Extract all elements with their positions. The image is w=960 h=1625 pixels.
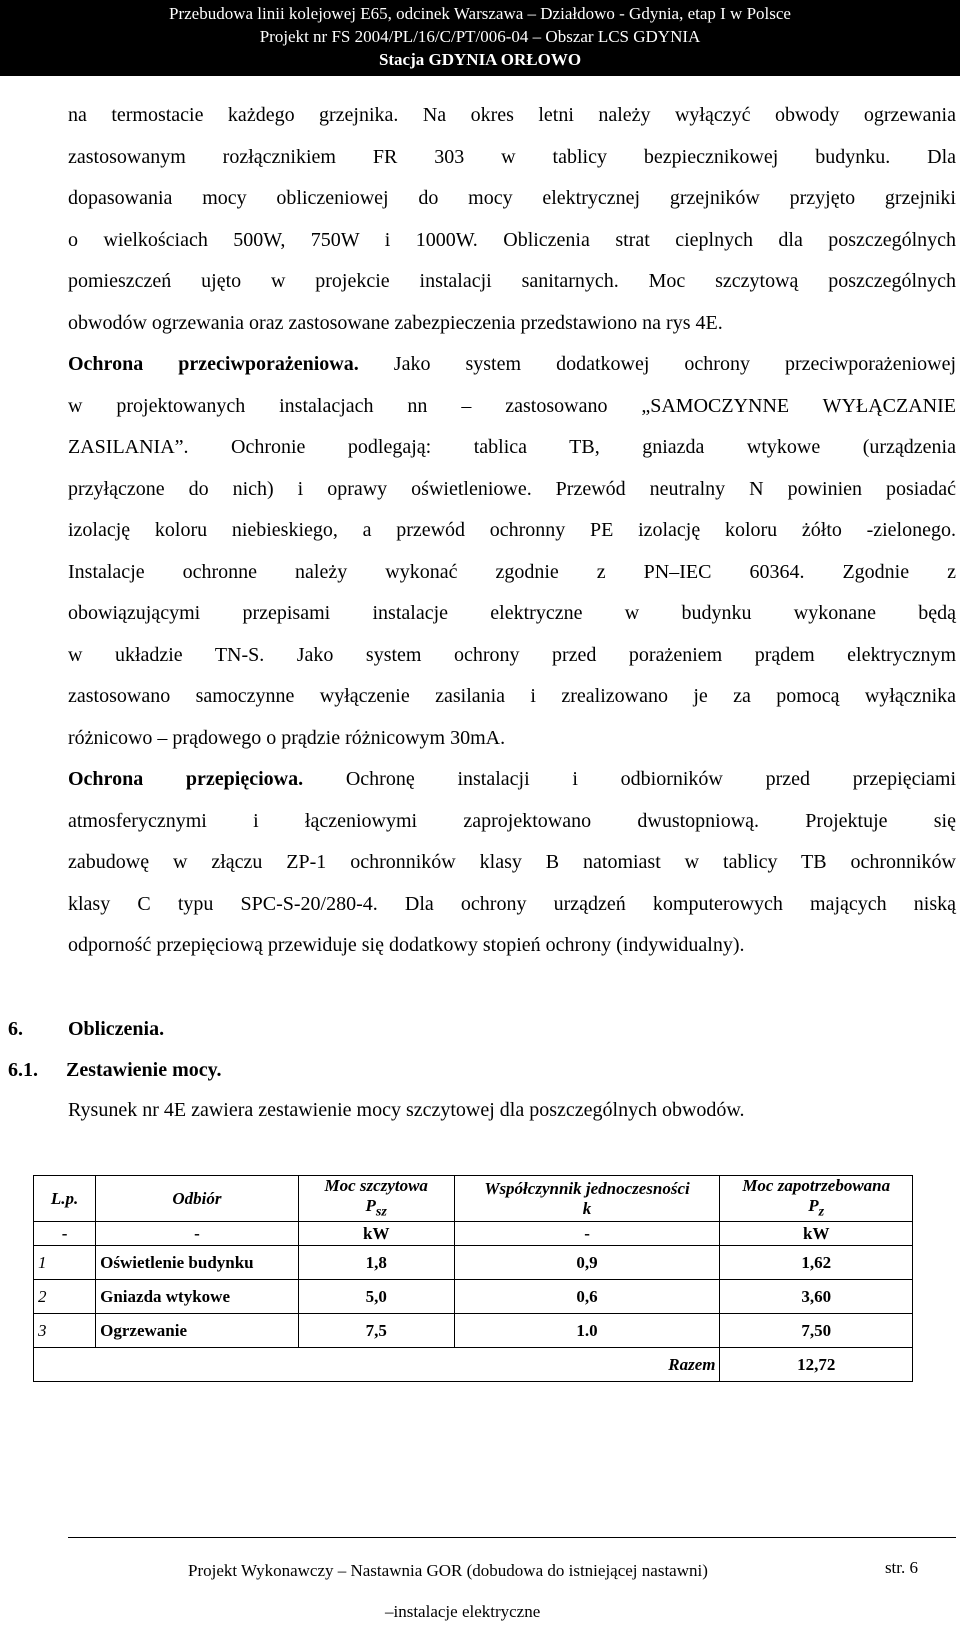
paragraph-line: odporność przepięciową przewiduje się dodatkowy stopień ochrony (indywidualny). [68, 934, 745, 956]
table-row [34, 1314, 913, 1348]
header-contract-line: Projekt nr FS 2004/PL/16/C/PT/006-04 – Obszar LCS GDYNIA [259, 27, 701, 46]
paragraph-line: obwodów ogrzewania oraz zastosowane zabezpieczenia przedstawiono na rys 4E. [68, 312, 723, 334]
paragraph-line: klasy C typu SPC-S-20/280-4. Dla ochrony urządzeń komputerowych mających niską [68, 893, 956, 915]
power-summary-table [33, 1175, 913, 1382]
section-label-bold: Ochrona przepięciowa. [68, 768, 304, 790]
row-k: 0,6 [454, 1280, 720, 1314]
header-project-line: Przebudowa linii kolejowej E65, odcinek Warszawa – Działdowo - Gdynia, etap I w Polsce [169, 4, 791, 23]
paragraph-line: ZASILANIA”. Ochronie podlegają: tablica TB, gniazda wtykowe (urządzenia [68, 436, 956, 458]
paragraph-line: Instalacje ochronne należy wykonać zgodnie z PN–IEC 60364. Zgodnie z [68, 561, 956, 583]
row-moc: 1,8 [298, 1246, 454, 1280]
paragraph-line: izolację koloru niebieskiego, a przewód ochronny PE izolację koloru żółto -zielonego. [68, 519, 956, 541]
table-intro: Rysunek nr 4E zawiera zestawienie mocy szczytowej dla poszczególnych obwodów. [68, 1099, 745, 1121]
footer-project-name: Projekt Wykonawczy – Nastawnia GOR (dobudowa do istniejącej nastawni) [188, 1561, 708, 1580]
table-row [34, 1280, 913, 1314]
total-value: 12,72 [720, 1348, 913, 1382]
paragraph-line: w projektowanych instalacjach nn – zastosowano „SAMOCZYNNE WYŁĄCZANIE [68, 395, 956, 417]
unit-cell: - [34, 1222, 96, 1246]
unit-cell: - [96, 1222, 299, 1246]
header-moc-szczytowa: Moc szczytowa $P_{sz}$ [298, 1176, 454, 1222]
header-lp: L.p. [34, 1176, 96, 1222]
footer-discipline: –instalacje elektryczne [385, 1602, 541, 1621]
paragraph-line: przyłączone do nich) i oprawy oświetleniowe. Przewód neutralny N powinien posiadać [68, 478, 956, 500]
footer-page-number: str. 6 [884, 1558, 918, 1577]
unit-cell: kW [298, 1222, 454, 1246]
paragraph-line: obowiązującymi przepisami instalacje elektryczne w budynku wykonane będą [68, 602, 956, 624]
unit-cell: kW [720, 1222, 913, 1246]
paragraph-line: zabudowę w złączu ZP-1 ochronników klasy B natomiast w tablicy TB ochronników [68, 851, 956, 873]
table-row [34, 1246, 913, 1280]
total-label: Razem [454, 1348, 720, 1382]
row-name: Gniazda wtykowe [96, 1280, 299, 1314]
row-moc: 5,0 [298, 1280, 454, 1314]
table-total-row [34, 1348, 913, 1382]
paragraph-line: dopasowania mocy obliczeniowej do mocy elektrycznej grzejników przyjęto grzejniki [68, 187, 956, 209]
section-number: 6. [8, 1018, 23, 1040]
row-pz: 1,62 [720, 1246, 913, 1280]
row-lp: 1 [34, 1246, 96, 1280]
paragraph-line: różnicowo – prądowego o prądzie różnicowym 30mA. [68, 727, 506, 749]
section-title: Obliczenia. [68, 1018, 165, 1040]
paragraph-line: zastosowanym rozłącznikiem FR 303 w tablicy bezpiecznikowej budynku. Dla [68, 146, 956, 168]
subsection-number: 6.1. [8, 1059, 38, 1081]
page-header [0, 0, 960, 76]
unit-cell: - [454, 1222, 720, 1246]
paragraph-line: w układzie TN-S. Jako system ochrony przed porażeniem prądem elektrycznym [68, 644, 956, 666]
footer-divider [68, 1537, 956, 1538]
row-k: 1.0 [454, 1314, 720, 1348]
paragraph-line: na termostacie każdego grzejnika. Na okres letni należy wyłączyć obwody ogrzewania [68, 104, 956, 126]
header-station-line: Stacja GDYNIA ORŁOWO [378, 50, 582, 69]
header-moc-zapotrzebowana: Moc zapotrzebowana $P_z$ [720, 1176, 913, 1222]
header-wspolczynnik: Współczynnik jednoczesności k [454, 1176, 720, 1222]
section-label-bold: Ochrona przeciwporażeniowa. [68, 353, 359, 375]
paragraph-line: Ochrona przeciwporażeniowa. Jako system dodatkowej ochrony przeciwporażeniowej [68, 353, 956, 375]
paragraph-line: o wielkościach 500W, 750W i 1000W. Obliczenia strat cieplnych dla poszczególnych [68, 229, 956, 251]
table-header-row [34, 1176, 913, 1222]
table-units-row [34, 1222, 913, 1246]
row-lp: 2 [34, 1280, 96, 1314]
row-pz: 3,60 [720, 1280, 913, 1314]
paragraph-line: Ochrona przepięciowa. Ochronę instalacji i odbiorników przed przepięciami [68, 768, 957, 790]
row-pz: 7,50 [720, 1314, 913, 1348]
paragraph-line: zastosowano samoczynne wyłączenie zasilania i zrealizowano je za pomocą wyłącznika [68, 685, 956, 707]
paragraph-line: atmosferycznymi i łączeniowymi zaprojektowano dwustopniową. Projektuje się [68, 810, 956, 832]
row-name: Oświetlenie budynku [96, 1246, 299, 1280]
row-lp: 3 [34, 1314, 96, 1348]
paragraph-line: pomieszczeń ujęto w projekcie instalacji sanitarnych. Moc szczytową poszczególnych [68, 270, 956, 292]
row-k: 0,9 [454, 1246, 720, 1280]
header-odbior: Odbiór [96, 1176, 299, 1222]
row-name: Ogrzewanie [96, 1314, 299, 1348]
subsection-title: Zestawienie mocy. [66, 1059, 222, 1081]
row-moc: 7,5 [298, 1314, 454, 1348]
total-blank [34, 1348, 455, 1382]
